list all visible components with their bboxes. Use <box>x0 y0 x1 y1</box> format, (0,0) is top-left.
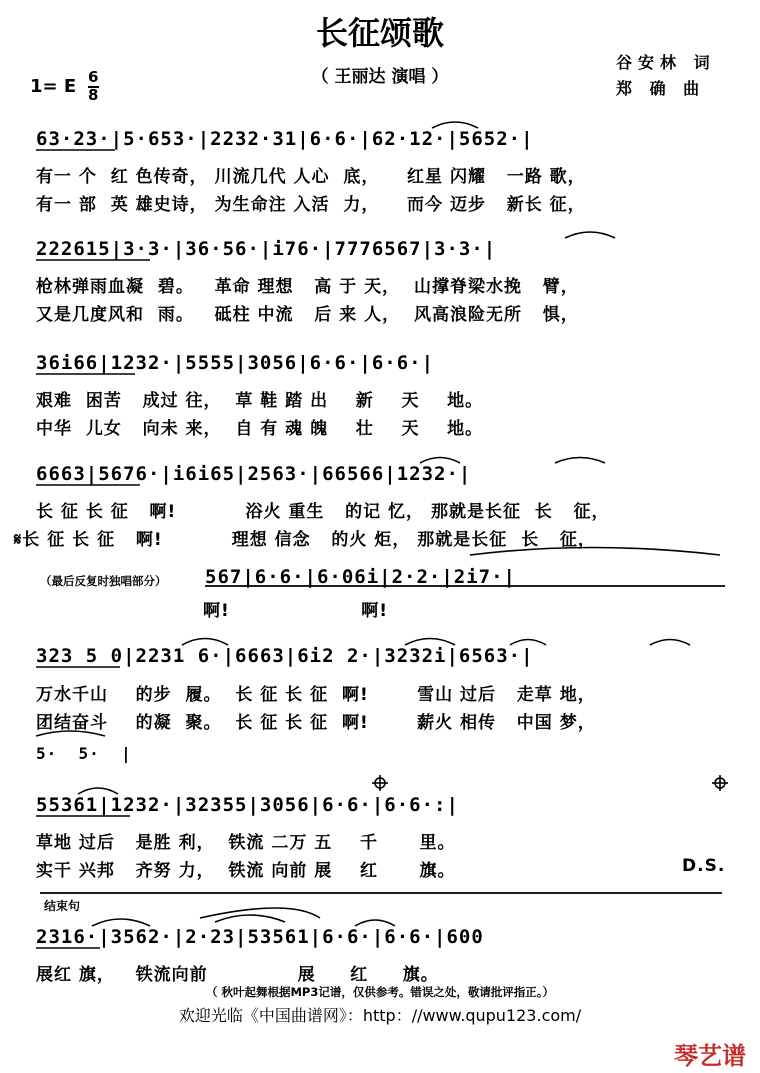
alternate-notes: 5· 5· | <box>36 744 132 763</box>
lyric-line-8: 展红 旗， 铁流向前 展 红 旗。 <box>36 965 439 985</box>
time-signature-bottom: 8 <box>88 86 99 104</box>
lyric-line-7-verse-2: 实干 兴邦 齐努 力， 铁流 向前 展 红 旗。 <box>36 861 456 881</box>
lyricist-credit: 谷安林 词 <box>616 53 716 72</box>
dal-segno-mark: D.S. <box>682 856 726 876</box>
lyric-line-2-verse-2: 又是几度风和 雨。 砥柱 中流 后 来 人， 风高浪险无所 惧， <box>36 305 579 325</box>
underline-beams <box>36 150 150 948</box>
page-rules <box>40 586 725 893</box>
notation-line-1: 63·23·|5·653·|2232·31|6·6·|62·12·|5652·| <box>36 128 534 150</box>
lyric-line-3-verse-2: 中华 儿女 向未 来， 自 有 魂 魄 壮 天 地。 <box>36 419 484 439</box>
notation-line-4: 6663|5676·|i6i65|2563·|66566|1232·| <box>36 463 472 485</box>
page-title: 长征颂歌 <box>315 14 444 52</box>
lyric-line-5: 啊! 啊! <box>203 601 388 621</box>
lyric-line-4-verse-2: 𝄋长 征 长 征 啊! 理想 信念 的火 炬， 那就是长征 长 征， <box>14 530 596 550</box>
notation-line-2: 222615|3·3·|36·56·|i76·|7776567|3·3·| <box>36 238 497 260</box>
site-logo: 琴艺谱 <box>674 1042 746 1070</box>
time-signature-top: 6 <box>88 68 99 86</box>
lyric-line-4-verse-1: 长 征 长 征 啊! 浴火 重生 的记 忆， 那就是长征 长 征， <box>36 502 610 522</box>
lyric-line-2-verse-1: 枪林弹雨血凝 碧。 革命 理想 高 于 天， 山撑脊梁水挽 臂， <box>36 277 579 297</box>
lyric-line-1-verse-1: 有一 个 红 色传奇， 川流几代 人心 底， 红星 闪耀 一路 歌， <box>36 167 586 187</box>
lyric-line-3-verse-1: 艰难 困苦 成过 往， 草 鞋 踏 出 新 天 地。 <box>36 391 484 411</box>
key-signature: 1= E <box>30 76 77 97</box>
slur-arcs <box>36 122 720 926</box>
lyric-line-7-verse-1: 草地 过后 是胜 利， 铁流 二万 五 千 里。 <box>36 833 456 853</box>
singer-credit: （ 王丽达 演唱 ） <box>311 67 449 87</box>
composer-credit: 郑 确 曲 <box>616 79 706 98</box>
notation-line-7: 55361|1232·|32355|3056|6·6·|6·6·:| <box>36 794 459 816</box>
coda-signs <box>372 775 728 791</box>
notation-line-5: 567|6·6·|6·06i|2·2·|2i7·| <box>205 566 516 588</box>
solo-repeat-note: （最后反复时独唱部分） <box>40 574 167 588</box>
lyric-line-6-verse-2: 团结奋斗 的凝 聚。 长 征 长 征 啊! 薪火 相传 中国 梦， <box>36 713 596 733</box>
lyric-line-6-verse-1: 万水千山 的步 履。 长 征 长 征 啊! 雪山 过后 走草 地， <box>36 685 596 705</box>
lyric-line-1-verse-2: 有一 部 英 雄史诗， 为生命注 入活 力， 而今 迈步 新长 征， <box>36 195 586 215</box>
transcriber-note: （ 秋叶起舞根据MP3记谱，仅供参考。错误之处，敬请批评指正。） <box>205 985 555 999</box>
ending-label: 结束句 <box>44 899 81 913</box>
website-banner[interactable]: 欢迎光临《中国曲谱网》：http：//www.qupu123.com/ <box>178 1006 582 1025</box>
notation-line-6: 323 5 0|2231 6·|6663|6i2 2·|3232i|6563·| <box>36 645 534 667</box>
notation-line-3: 36i66|1232·|5555|3056|6·6·|6·6·| <box>36 352 435 374</box>
notation-line-8: 2316·|3562·|2·23|53561|6·6·|6·6·|600 <box>36 926 484 948</box>
